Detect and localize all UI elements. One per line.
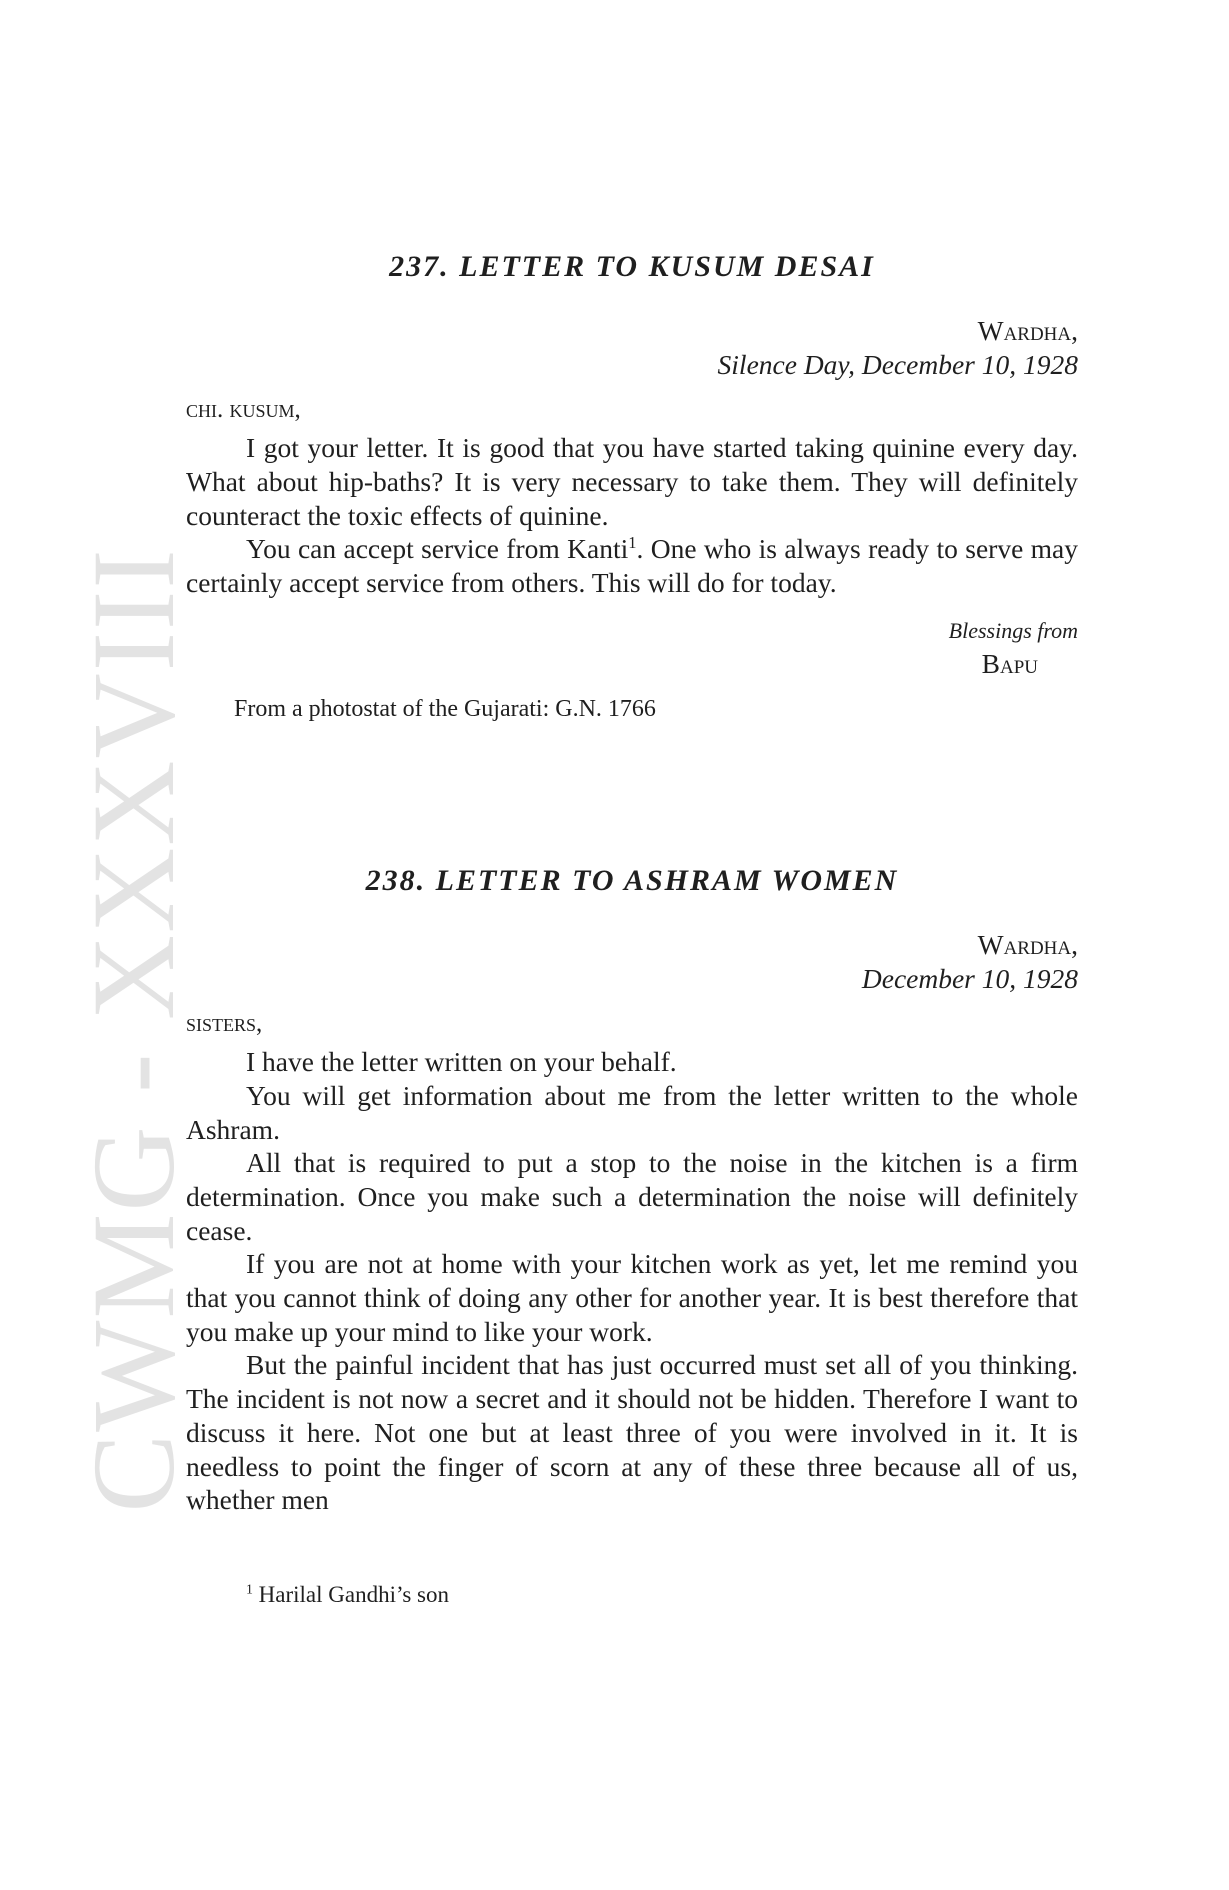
letter-237-place: Wardha, [977, 315, 1078, 346]
letter-237-body [186, 314, 1078, 727]
letter-237-paragraph-2-start: You can accept service from Kanti [246, 533, 629, 565]
letter-238-salutation: sisters, [186, 1010, 263, 1038]
footnote-marker: 1 [246, 1581, 253, 1597]
letter-237-source: From a photostat of the Gujarati: G.N. 1766 [234, 696, 656, 723]
letter-237-signature: Bapu [981, 648, 1038, 680]
footnote-1 [186, 1578, 1078, 1612]
letter-238-paragraph: You will get information about me from the letter written to the whole Ashram. [186, 1079, 1078, 1145]
letter-238-paragraph: But the painful incident that has just occurred must set all of you thinking. The incident is not now a secret and it should not be hidden. Therefore I want to discuss it here. Not one but at least three of you were involved in it. It is needless to point the finger of scorn at any of these three because all of us, whether men [186, 1349, 1078, 1516]
letter-237-paragraph-2-end: . One who is always ready to serve may certainly accept service from others. This will do for today. [186, 533, 1078, 598]
letter-238-title: 238. LETTER TO ASHRAM WOMEN [365, 864, 899, 897]
letter-238-body [186, 928, 1078, 1517]
letter-238-paragraph: If you are not at home with your kitchen work as yet, let me remind you that you cannot think of doing any other for another year. It is best therefore that you make up your mind to like your work. [186, 1248, 1078, 1347]
letter-237-paragraph-2 [186, 532, 1078, 599]
letter-237-date: Silence Day, December 10, 1928 [717, 348, 1078, 380]
letter-238-paragraph: I have the letter written on your behalf. [246, 1046, 677, 1078]
footnote-text: Harilal Gandhi’s son [258, 1582, 450, 1607]
footnotes [186, 1578, 1078, 1612]
letter-238-paragraph: All that is required to put a stop to the noise in the kitchen is a firm determination. Once you make such a determination the noise will definitely cease. [186, 1147, 1078, 1246]
letter-237-closing: Blessings from [948, 617, 1078, 643]
letter-237-salutation: chi. kusum, [186, 396, 301, 424]
letter-237 [186, 250, 1078, 284]
letter-238-place: Wardha, [977, 929, 1078, 960]
footnote-ref-1: 1 [628, 533, 637, 553]
letter-237-paragraph-1: I got your letter. It is good that you have started taking quinine every day. What about hip-baths? It is very necessary to take them. They will definitely counteract the toxic effects of quinine. [186, 432, 1078, 531]
letter-237-title: 237. LETTER TO KUSUM DESAI [389, 250, 875, 283]
letter-238 [186, 864, 1078, 898]
watermark-text: CWMG - XXXVIII [68, 547, 199, 1513]
letter-238-date: December 10, 1928 [861, 962, 1078, 994]
